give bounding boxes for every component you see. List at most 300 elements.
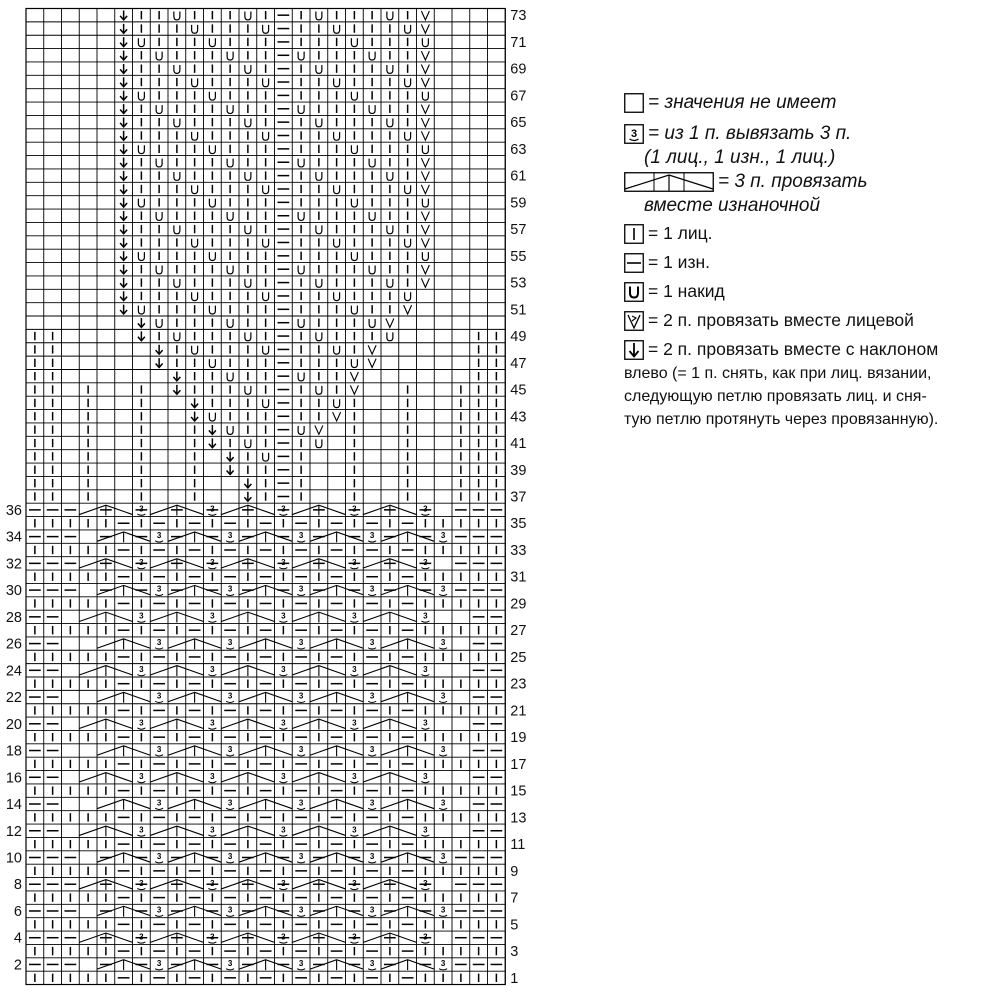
legend-item-dec3p [624, 169, 994, 194]
legend-ssk-text3: следующую петлю провязать лиц. и сня- [624, 387, 927, 405]
yarn-over-mark [227, 426, 233, 434]
knit-2-together-mark [421, 158, 429, 167]
right-row-label: 43 [510, 409, 527, 426]
legend-item-empty [624, 90, 994, 115]
left-row-label: 30 [5, 583, 22, 600]
yarn-over-mark [351, 306, 357, 314]
yarn-over-mark [369, 105, 375, 113]
yarn-over-mark [316, 65, 322, 73]
yarn-over-mark [334, 399, 340, 407]
legend-item-yo [624, 279, 994, 304]
left-row-label: 18 [5, 743, 22, 760]
left-row-label: 28 [5, 609, 22, 626]
legend-item-k2tog [624, 308, 994, 333]
knit-2-together-mark [421, 278, 429, 287]
yarn-over-mark [334, 239, 340, 247]
right-row-label: 7 [510, 890, 519, 907]
yarn-over-mark [369, 212, 375, 220]
yarn-over-mark [369, 266, 375, 274]
yarn-over-mark [316, 225, 322, 233]
yarn-over-mark [227, 52, 233, 60]
yarn-over-mark [298, 52, 304, 60]
left-row-label: 2 [13, 957, 22, 974]
yarn-over-mark [387, 279, 393, 287]
yarn-over-mark [369, 52, 375, 60]
yarn-over-mark [263, 292, 269, 300]
increase-3-mark: 3 [139, 771, 144, 781]
increase-3-mark: 3 [156, 905, 162, 915]
increase-3-mark: 3 [298, 959, 304, 969]
increase-3-mark: 3 [156, 798, 162, 808]
knit-2-together-mark [421, 185, 429, 194]
increase-3-mark: 3 [227, 638, 233, 648]
increase-3-mark: 3 [227, 798, 233, 808]
yarn-over-mark [263, 239, 269, 247]
yarn-over-mark [351, 252, 357, 260]
increase-3-mark: 3 [281, 878, 286, 888]
yarn-over-mark [209, 413, 215, 421]
yarn-over-mark [156, 266, 162, 274]
legend-inc3-text2: (1 лиц., 1 изн., 1 лиц.) [644, 146, 836, 168]
increase-3-mark: 3 [298, 852, 304, 862]
yarn-over-mark [316, 332, 322, 340]
yarn-over-mark [405, 78, 411, 86]
increase-3-mark: 3 [227, 959, 233, 969]
increase-3-mark: 3 [440, 959, 446, 969]
yarn-over-mark [156, 105, 162, 113]
knit-icon [624, 224, 644, 244]
increase-3-mark: 3 [227, 905, 233, 915]
empty-square-icon [624, 93, 644, 113]
yarn-over-mark [387, 225, 393, 233]
yarn-over-mark [298, 319, 304, 327]
increase-3-mark: 3 [423, 718, 428, 728]
knit-2-together-mark [368, 359, 376, 368]
yarn-over-mark [227, 266, 233, 274]
yarn-over-mark [138, 92, 144, 100]
yarn-over-mark [351, 92, 357, 100]
yarn-over-mark [227, 159, 233, 167]
yarn-over-mark [369, 319, 375, 327]
increase-3-mark: 3 [440, 584, 446, 594]
knit-2-together-mark [421, 24, 429, 33]
yarn-over-mark [263, 25, 269, 33]
yarn-over-mark [245, 172, 251, 180]
yarn-over-mark [138, 199, 144, 207]
increase-3-mark: 3 [352, 771, 357, 781]
increase-3-mark: 3 [227, 584, 233, 594]
yarn-over-mark [209, 359, 215, 367]
increase-3-mark: 3 [281, 557, 286, 567]
yarn-over-mark [387, 12, 393, 20]
knit-2-together-mark [404, 305, 412, 314]
yarn-over-mark [209, 306, 215, 314]
yarn-over-mark [245, 118, 251, 126]
legend-empty-text: = значения не имеет [648, 91, 837, 113]
left-row-label: 12 [5, 823, 22, 840]
legend-dec3p-text2: вместе изнаночной [644, 194, 821, 216]
knit-2-together-icon [624, 311, 644, 331]
increase-3-mark: 3 [440, 638, 446, 648]
yarn-over-mark [174, 65, 180, 73]
increase-3-mark: 3 [281, 611, 286, 621]
yarn-over-mark [245, 279, 251, 287]
left-row-label: 14 [5, 797, 22, 814]
increase-3-mark: 3 [139, 878, 144, 888]
increase-3-mark: 3 [139, 611, 144, 621]
knit-2-together-mark [421, 225, 429, 234]
yarn-over-mark [422, 252, 428, 260]
yarn-over-mark [334, 292, 340, 300]
right-row-label: 61 [510, 168, 527, 185]
yarn-over-icon [624, 282, 644, 302]
yarn-over-mark [351, 359, 357, 367]
increase-3-mark: 3 [352, 611, 357, 621]
yarn-over-mark [405, 25, 411, 33]
yarn-over-mark [298, 266, 304, 274]
increase-3-mark: 3 [369, 584, 375, 594]
yarn-over-mark [316, 279, 322, 287]
right-row-label: 17 [510, 756, 527, 773]
increase-3-mark: 3 [440, 745, 446, 755]
yarn-over-mark [245, 225, 251, 233]
yarn-over-mark [227, 319, 233, 327]
yarn-over-mark [156, 319, 162, 327]
increase-3-mark: 3 [369, 745, 375, 755]
yarn-over-mark [298, 426, 304, 434]
increase-3-mark: 3 [227, 745, 233, 755]
right-row-label: 63 [510, 141, 527, 158]
right-row-label: 29 [510, 596, 527, 613]
right-row-label: 5 [510, 917, 519, 934]
increase-3-mark: 3 [281, 504, 286, 514]
increase-3-mark: 3 [210, 557, 215, 567]
yarn-over-mark [387, 118, 393, 126]
yarn-over-mark [298, 159, 304, 167]
increase-3-mark: 3 [298, 638, 304, 648]
right-row-label: 31 [510, 569, 527, 586]
yarn-over-mark [174, 172, 180, 180]
right-row-label: 55 [510, 248, 527, 265]
yarn-over-mark [138, 38, 144, 46]
increase-3-mark: 3 [156, 852, 162, 862]
chart-symbols [26, 9, 505, 985]
yarn-over-mark [298, 212, 304, 220]
left-row-label: 36 [5, 502, 22, 519]
increase-3-mark: 3 [423, 932, 428, 942]
right-row-label: 53 [510, 275, 527, 292]
left-row-label: 10 [5, 850, 22, 867]
right-row-label: 45 [510, 382, 527, 399]
increase-3-mark: 3 [210, 718, 215, 728]
yarn-over-mark [156, 159, 162, 167]
yarn-over-mark [245, 439, 251, 447]
increase-3-mark: 3 [369, 852, 375, 862]
svg-text:3: 3 [630, 127, 638, 140]
yarn-over-mark [174, 279, 180, 287]
yarn-over-mark [245, 12, 251, 20]
right-row-label: 51 [510, 302, 527, 319]
right-row-label: 19 [510, 730, 527, 747]
yarn-over-mark [405, 185, 411, 193]
legend-item-inc3 [624, 121, 994, 146]
increase-3-mark: 3 [156, 691, 162, 701]
yarn-over-mark [263, 399, 269, 407]
left-row-label: 4 [13, 930, 22, 947]
knit-2-together-mark [421, 78, 429, 87]
increase-3-mark: 3 [298, 531, 304, 541]
yarn-over-mark [245, 65, 251, 73]
increase-3-mark: 3 [139, 932, 144, 942]
yarn-over-mark [174, 332, 180, 340]
yarn-over-mark [334, 346, 340, 354]
yarn-over-mark [334, 132, 340, 140]
left-row-label: 22 [5, 690, 22, 707]
right-row-label: 15 [510, 783, 527, 800]
increase-3-mark: 3 [440, 852, 446, 862]
left-row-label: 16 [5, 770, 22, 787]
increase-3-mark: 3 [156, 959, 162, 969]
increase-3-mark: 3 [156, 584, 162, 594]
yarn-over-mark [316, 386, 322, 394]
knit-2-together-mark [421, 265, 429, 274]
increase-3-mark: 3 [298, 691, 304, 701]
right-row-label: 41 [510, 436, 527, 453]
increase-3-mark: 3 [352, 825, 357, 835]
legend-ssk-text: = 2 п. провязать вместе с наклоном [648, 339, 939, 359]
yarn-over-mark [298, 105, 304, 113]
right-row-label: 59 [510, 195, 527, 212]
yarn-over-mark [316, 439, 322, 447]
yarn-over-mark [387, 332, 393, 340]
knit-2-together-mark [421, 64, 429, 73]
right-row-label: 57 [510, 222, 527, 239]
increase-3-mark: 3 [423, 611, 428, 621]
yarn-over-mark [334, 25, 340, 33]
knit-2-together-mark [421, 171, 429, 180]
yarn-over-mark [209, 252, 215, 260]
yarn-over-mark [227, 105, 233, 113]
yarn-over-mark [263, 78, 269, 86]
right-row-label: 27 [510, 623, 527, 640]
increase-3-mark: 3 [281, 718, 286, 728]
yarn-over-mark [192, 78, 198, 86]
increase-3-mark: 3 [369, 691, 375, 701]
increase-3-mark: 3 [139, 825, 144, 835]
right-row-label: 25 [510, 649, 527, 666]
legend [624, 90, 994, 431]
knit-2-together-mark [421, 105, 429, 114]
increase-3-mark: 3 [298, 584, 304, 594]
yarn-over-mark [138, 252, 144, 260]
yarn-over-mark [351, 145, 357, 153]
yarn-over-mark [209, 38, 215, 46]
purl-3-together-icon [624, 172, 714, 192]
increase-3-mark: 3 [440, 691, 446, 701]
yarn-over-mark [209, 199, 215, 207]
yarn-over-mark [351, 199, 357, 207]
yarn-over-mark [316, 172, 322, 180]
yarn-over-mark [387, 172, 393, 180]
knit-2-together-mark [421, 212, 429, 221]
increase-3-mark: 3 [352, 504, 357, 514]
increase-3-mark: 3 [423, 771, 428, 781]
yarn-over-mark [227, 372, 233, 380]
right-row-label: 73 [510, 8, 527, 25]
legend-ssk-text4: тую петлю протянуть через провязанную). [624, 410, 939, 428]
yarn-over-mark [245, 332, 251, 340]
increase-3-mark: 3 [139, 718, 144, 728]
yarn-over-mark [174, 12, 180, 20]
yarn-over-mark [316, 118, 322, 126]
increase-3-mark: 3 [210, 932, 215, 942]
right-row-label: 69 [510, 61, 527, 78]
right-row-label: 67 [510, 88, 527, 105]
knit-2-together-mark [421, 131, 429, 140]
right-row-label: 21 [510, 703, 527, 720]
increase-3-mark: 3 [440, 905, 446, 915]
yarn-over-mark [263, 132, 269, 140]
yarn-over-mark [298, 372, 304, 380]
knit-2-together-mark [386, 319, 394, 328]
increase-3-mark: 3 [139, 504, 144, 514]
right-row-label: 13 [510, 810, 527, 827]
yarn-over-mark [138, 145, 144, 153]
increase-3-icon [624, 124, 644, 144]
legend-k2tog-text: = 2 п. провязать вместе лицевой [648, 310, 914, 330]
left-row-label: 34 [5, 529, 22, 546]
increase-3-mark: 3 [369, 531, 375, 541]
right-row-label: 37 [510, 489, 527, 506]
yarn-over-mark [422, 38, 428, 46]
increase-3-mark: 3 [156, 745, 162, 755]
increase-3-mark: 3 [440, 531, 446, 541]
increase-3-mark: 3 [352, 718, 357, 728]
yarn-over-mark [422, 92, 428, 100]
left-slant-decrease-icon [624, 340, 644, 360]
left-row-label: 20 [5, 716, 22, 733]
purl-icon [624, 253, 644, 273]
yarn-over-mark [227, 212, 233, 220]
knit-2-together-mark [421, 11, 429, 20]
yarn-over-mark [192, 132, 198, 140]
knit-2-together-mark [421, 118, 429, 127]
right-row-label: 47 [510, 355, 527, 372]
increase-3-mark: 3 [298, 905, 304, 915]
yarn-over-mark [334, 78, 340, 86]
increase-3-mark: 3 [352, 932, 357, 942]
yarn-over-mark [351, 38, 357, 46]
increase-3-mark: 3 [210, 504, 215, 514]
increase-3-mark: 3 [156, 638, 162, 648]
increase-3-mark: 3 [210, 878, 215, 888]
increase-3-mark: 3 [210, 611, 215, 621]
right-row-label: 35 [510, 516, 527, 533]
increase-3-mark: 3 [156, 531, 162, 541]
yarn-over-mark [245, 386, 251, 394]
increase-3-mark: 3 [227, 691, 233, 701]
legend-dec3p-text: = 3 п. провязать [718, 170, 868, 192]
knit-2-together-mark [421, 238, 429, 247]
left-row-label: 6 [13, 903, 22, 920]
increase-3-mark: 3 [298, 745, 304, 755]
increase-3-mark: 3 [352, 664, 357, 674]
increase-3-mark: 3 [369, 638, 375, 648]
increase-3-mark: 3 [281, 771, 286, 781]
right-row-label: 71 [510, 34, 527, 51]
yarn-over-mark [209, 92, 215, 100]
yarn-over-mark [422, 199, 428, 207]
increase-3-mark: 3 [227, 531, 233, 541]
increase-3-mark: 3 [423, 557, 428, 567]
increase-3-mark: 3 [281, 664, 286, 674]
yarn-over-mark [405, 239, 411, 247]
legend-item-knit [624, 221, 994, 246]
legend-knit-text: = 1 лиц. [648, 223, 713, 243]
increase-3-mark: 3 [440, 798, 446, 808]
yarn-over-mark [369, 159, 375, 167]
knit-2-together-mark [315, 425, 323, 434]
yarn-over-mark [192, 292, 198, 300]
legend-item-ssk [624, 337, 994, 362]
yarn-over-mark [387, 65, 393, 73]
legend-inc3-text: = из 1 п. вывязать 3 п. [648, 122, 852, 144]
yarn-over-mark [192, 346, 198, 354]
increase-3-mark: 3 [210, 825, 215, 835]
increase-3-mark: 3 [227, 852, 233, 862]
increase-3-mark: 3 [139, 664, 144, 674]
legend-item-purl [624, 250, 994, 275]
increase-3-mark: 3 [423, 504, 428, 514]
yarn-over-mark [192, 185, 198, 193]
right-row-label: 39 [510, 462, 527, 479]
increase-3-mark: 3 [210, 771, 215, 781]
left-row-label: 8 [13, 877, 22, 894]
legend-purl-text: = 1 изн. [648, 252, 711, 272]
yarn-over-mark [405, 132, 411, 140]
legend-ssk-text2: влево (= 1 п. снять, как при лиц. вязании, [624, 364, 932, 382]
yarn-over-mark [209, 145, 215, 153]
increase-3-mark: 3 [139, 557, 144, 567]
increase-3-mark: 3 [352, 878, 357, 888]
yarn-over-mark [192, 239, 198, 247]
increase-3-mark: 3 [352, 557, 357, 567]
yarn-over-mark [174, 118, 180, 126]
knit-2-together-mark [368, 345, 376, 354]
yarn-over-mark [138, 306, 144, 314]
knit-2-together-mark [350, 385, 358, 394]
yarn-over-mark [263, 346, 269, 354]
yarn-over-mark [263, 185, 269, 193]
knit-2-together-mark [333, 412, 341, 421]
increase-3-mark: 3 [369, 905, 375, 915]
right-row-label: 33 [510, 542, 527, 559]
increase-3-mark: 3 [281, 825, 286, 835]
left-row-label: 26 [5, 636, 22, 653]
yarn-over-mark [174, 225, 180, 233]
yarn-over-mark [192, 25, 198, 33]
yarn-over-mark [422, 145, 428, 153]
increase-3-mark: 3 [298, 798, 304, 808]
increase-3-mark: 3 [369, 798, 375, 808]
left-row-label: 32 [5, 556, 22, 573]
increase-3-mark: 3 [423, 878, 428, 888]
yarn-over-mark [316, 12, 322, 20]
increase-3-mark: 3 [210, 664, 215, 674]
yarn-over-mark [263, 453, 269, 461]
left-row-label: 24 [5, 663, 22, 680]
increase-3-mark: 3 [369, 959, 375, 969]
